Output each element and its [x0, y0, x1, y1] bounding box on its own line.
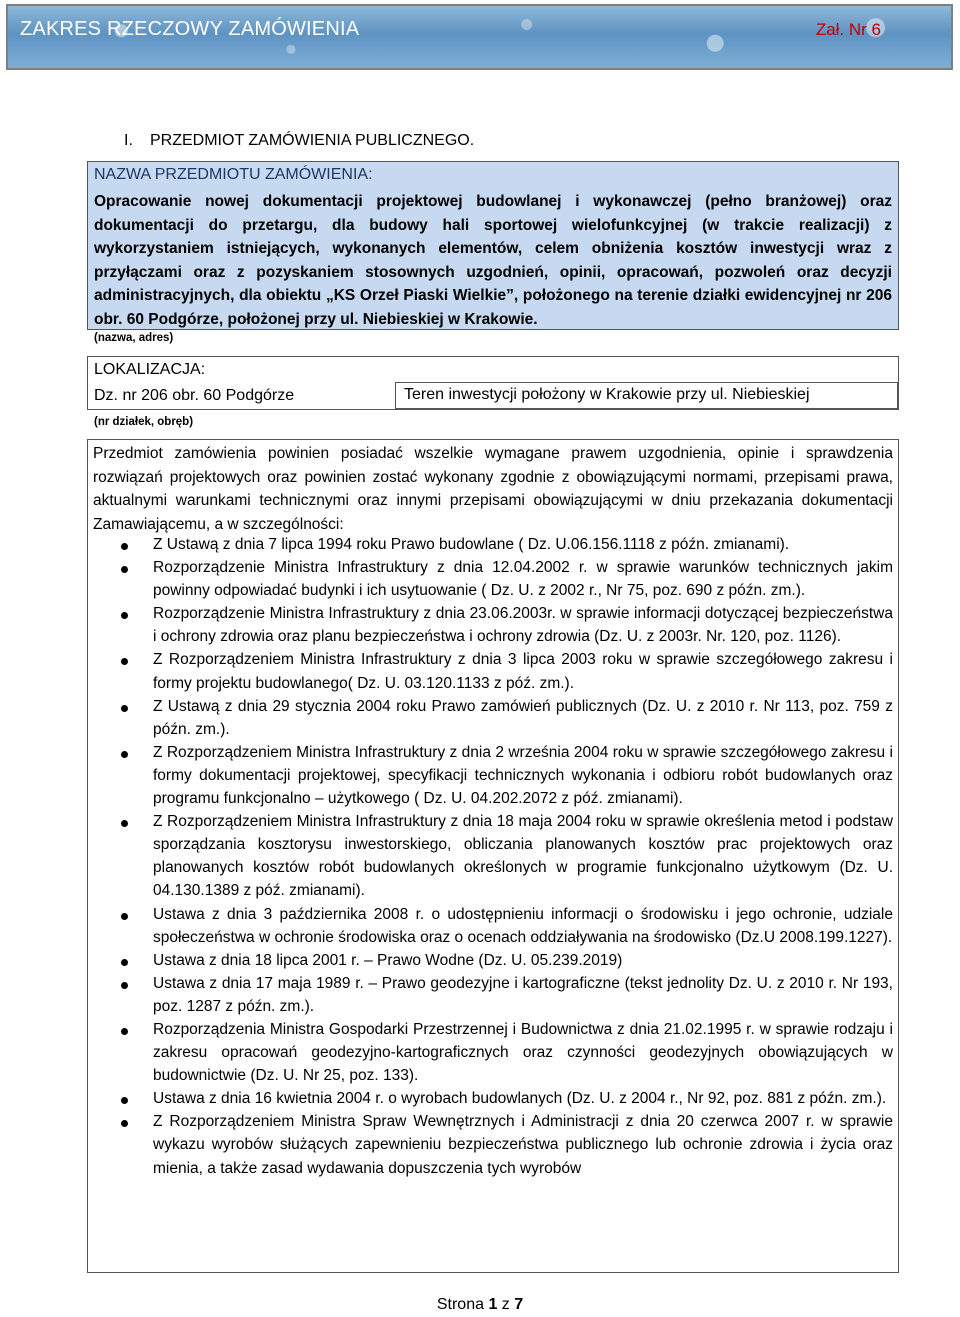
page-total: 7	[514, 1296, 524, 1313]
bullet-icon	[121, 982, 128, 989]
requirements-list	[93, 533, 893, 1180]
page-number: 1	[488, 1296, 498, 1313]
bullet-icon	[121, 959, 128, 966]
bullet-icon	[121, 751, 128, 758]
bullet-icon	[121, 543, 128, 550]
document-title: ZAKRES RZECZOWY ZAMÓWIENIA	[20, 18, 360, 40]
requirement-item: Z Ustawą z dnia 29 stycznia 2004 roku Prawo zamówień publicznych (Dz. U. z 2010 r. Nr 113, poz. 759 z późn. zm.).	[93, 695, 893, 741]
bullet-icon	[121, 1028, 128, 1035]
bullet-icon	[121, 1097, 128, 1104]
document-header	[6, 4, 953, 70]
order-name-text: Opracowanie nowej dokumentacji projektowej budowlanej i wykonawczej (pełno branżowej) oraz dokumentacji do przetargu, dla budowy hali sportowej wielofunkcyjnej (w trakcie realizacji) z wykorzystaniem istniejących, wykonanych elementów, celem obniżenia kosztów inwestycji wraz z przyłączami oraz z pozyskaniem stosownych uzgodnień, opinii, opracowań, pozwoleń oraz decyzji administracyjnych, dla obiektu „KS Orzeł Piaski Wielkie”, położonego na terenie działki ewidencyjnej nr 206 obr. 60 Podgórze, położonej przy ul. Niebieskiej w Krakowie.	[94, 193, 892, 328]
order-name-heading: NAZWA PRZEDMIOTU ZAMÓWIENIA:	[94, 166, 373, 183]
location-address: Teren inwestycji położony w Krakowie przy ul. Niebieskiej	[404, 386, 810, 403]
bullet-icon	[121, 1120, 128, 1127]
section-heading	[124, 132, 474, 150]
page-footer	[0, 1296, 960, 1314]
section-title: PRZEDMIOT ZAMÓWIENIA PUBLICZNEGO.	[150, 132, 475, 149]
requirement-item: Z Rozporządzeniem Ministra Infrastruktury z dnia 18 maja 2004 roku w sprawie określenia metod i podstaw sporządzania kosztorysu inwestorskiego, obliczania planowanych kosztów prac projektowych oraz planowanych kosztów robót budowlanych określonych w programie funkcjonalno użytkowym (Dz. U. 04.130.1389 z póź. zmianami).	[93, 810, 893, 902]
requirement-item: Ustawa z dnia 3 października 2008 r. o udostępnieniu informacji o środowisku i jego ochronie, udziale społeczeństwa w ochronie środowiska oraz o ocenach oddziaływania na środowisko (Dz.U 2008.199.1227).	[93, 903, 893, 949]
bullet-icon	[121, 566, 128, 573]
location-plot: Dz. nr 206 obr. 60 Podgórze	[94, 387, 295, 404]
bullet-icon	[121, 820, 128, 827]
location-address-box	[395, 382, 898, 409]
bullet-icon	[121, 658, 128, 665]
section-number: I.	[124, 132, 133, 149]
requirement-item: Z Ustawą z dnia 7 lipca 1994 roku Prawo budowlane ( Dz. U.06.156.1118 z późn. zmianami).	[93, 533, 893, 556]
requirements-intro: Przedmiot zamówienia powinien posiadać wszelkie wymagane prawem uzgodnienia, opinie i sprawdzenia rozwiązań projektowych oraz powinien zostać wykonany zgodnie z obowiązującymi normami, przepisami prawa, aktualnymi warunkami technicznymi oraz innymi przepisami obowiązującymi w dniu przekazania dokumentacji Zamawiającemu, a w szczególności:	[93, 445, 893, 533]
bullet-icon	[121, 913, 128, 920]
requirement-item: Ustawa z dnia 18 lipca 2001 r. – Prawo Wodne (Dz. U. 05.239.2019)	[93, 949, 893, 972]
requirement-item: Rozporządzenia Ministra Gospodarki Przestrzennej i Budownictwa z dnia 21.02.1995 r. w sprawie rodzaju i zakresu opracowań geodezyjno-kartograficznych oraz czynności geodezyjnych obowiązujących w budownictwie (Dz. U. Nr 25, poz. 133).	[93, 1018, 893, 1087]
page-of: z	[501, 1296, 510, 1313]
requirement-item: Z Rozporządzeniem Ministra Infrastruktury z dnia 2 września 2004 roku w sprawie szczegółowego zakresu i formy dokumentacji projektowej, specyfikacji technicznych wykonania i odbioru robót budowlanych oraz programu funkcjonalno – użytkowego ( Dz. U. 04.202.2072 z póź. zmianami).	[93, 741, 893, 810]
requirement-item: Z Rozporządzeniem Ministra Spraw Wewnętrznych i Administracji z dnia 20 czerwca 2007 r. w sprawie wykazu wyrobów służących zapewnieniu bezpieczeństwa publicznego lub ochronie zdrowia i życia oraz mienia, a także zasad wydawania dopuszczenia tych wyrobów	[93, 1110, 893, 1179]
attachment-number: Zał. Nr 6	[815, 20, 881, 39]
bullet-icon	[121, 612, 128, 619]
requirement-item: Ustawa z dnia 16 kwietnia 2004 r. o wyrobach budowlanych (Dz. U. z 2004 r., Nr 92, poz. 881 z późn. zm.).	[93, 1087, 893, 1110]
order-name-box	[87, 161, 899, 330]
requirement-item: Rozporządzenie Ministra Infrastruktury z dnia 12.04.2002 r. w sprawie warunków technicznych jakim powinny odpowiadać budynki i ich usytuowanie ( Dz. U. z 2002 r., Nr 75, poz. 690 z późn. zm.).	[93, 556, 893, 602]
name-caption: (nazwa, adres)	[94, 332, 174, 344]
requirement-item: Z Rozporządzeniem Ministra Infrastruktury z dnia 3 lipca 2003 roku w sprawie szczegółowego zakresu i formy projektu budowlanego( Dz. U. 03.120.1133 z póź. zm.).	[93, 648, 893, 694]
page-label: Strona	[436, 1296, 484, 1313]
location-heading: LOKALIZACJA:	[94, 361, 206, 378]
requirements-box	[87, 439, 899, 1273]
location-caption: (nr działek, obręb)	[94, 416, 194, 428]
location-box	[87, 356, 899, 410]
bullet-icon	[121, 705, 128, 712]
requirement-item: Rozporządzenie Ministra Infrastruktury z dnia 23.06.2003r. w sprawie informacji dotyczącej bezpieczeństwa i ochrony zdrowia oraz planu bezpieczeństwa i ochrony zdrowia (Dz. U. z 2003r. Nr. 120, poz. 1126).	[93, 602, 893, 648]
requirement-item: Ustawa z dnia 17 maja 1989 r. – Prawo geodezyjne i kartograficzne (tekst jednolity Dz. U. z 2010 r. Nr 193, poz. 1287 z późn. zm.).	[93, 972, 893, 1018]
